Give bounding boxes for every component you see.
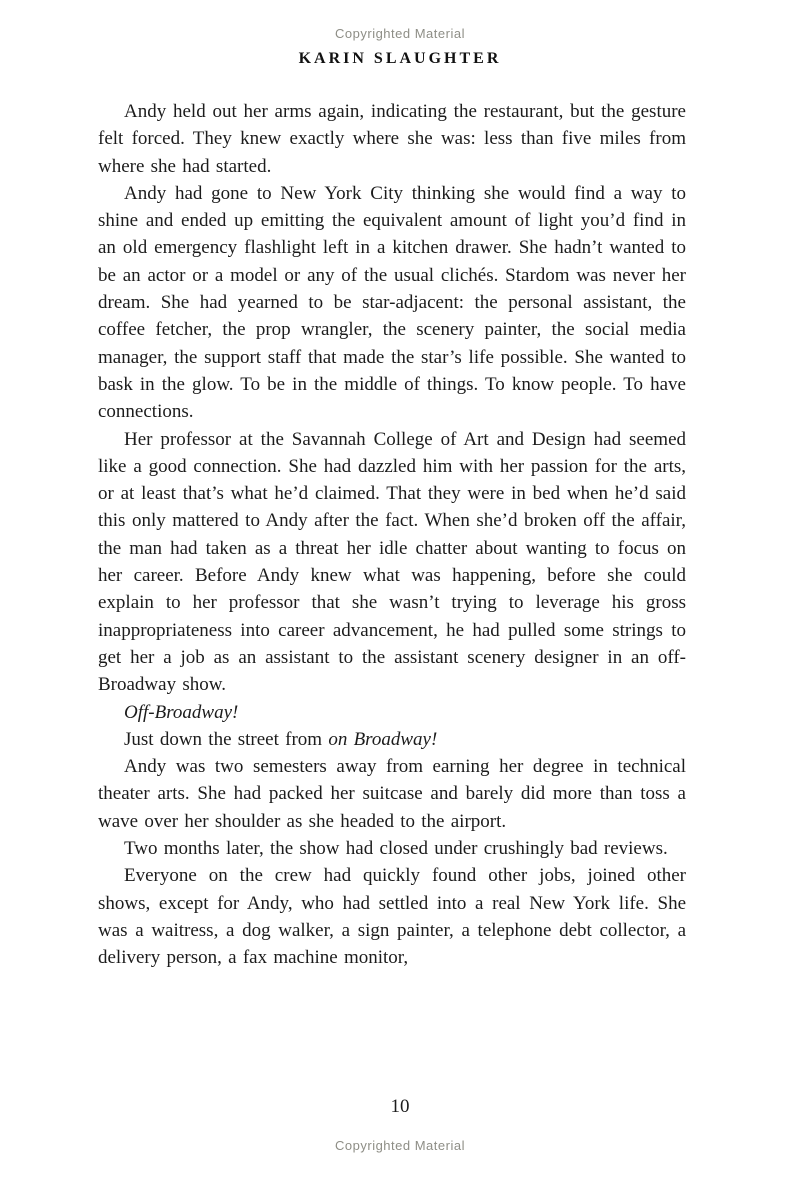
paragraph [98,753,686,835]
paragraph [98,835,686,862]
paragraph-text: Andy was two semesters away from earning her degree in technical theater arts. She had packed her suitcase and barely did more than toss a wave over her shoulder as she headed to the airport. [98,756,686,832]
paragraph-text-italic: on Broadway! [328,728,438,750]
paragraph-text: Andy held out her arms again, indicating the restaurant, but the gesture felt forced. They knew exactly where she was: less than five miles from where she had started. [98,101,686,177]
paragraph-text: Her professor at the Savannah College of Art and Design had seemed like a good connection. She had dazzled him with her passion for the arts, or at least that’s what he’d claimed. That they were in bed when he’d said this only mattered to Andy after the fact. When she’d broken off the affair, the man had taken as a threat her idle chatter about wanting to focus on her career. Before Andy knew what was happening, before she could explain to her professor that she wasn’t trying to leverage his gross inappropriateness into career advancement, he had pulled some strings to get her a job as an assistant to the assistant scenery designer in an off-Broadway show. [98,428,686,696]
paragraph [98,862,686,971]
paragraph-text: Two months later, the show had closed under crushingly bad reviews. [124,838,668,860]
page-footer [0,1096,800,1153]
copyright-notice-bottom: Copyrighted Material [335,1138,465,1153]
page-body [98,98,686,972]
paragraph-text-italic: Off-Broadway! [124,701,239,723]
paragraph [98,726,686,753]
paragraph-text: Just down the street from [124,728,329,750]
paragraph [98,180,686,426]
paragraph [98,426,686,699]
paragraph-text: Andy had gone to New York City thinking she would find a way to shine and ended up emitting the equivalent amount of light you’d find in an old emergency flashlight left in a kitchen drawer. She hadn’t wanted to be an actor or a model or any of the usual clichés. Stardom was never her dream. She had yearned to be star-adjacent: the personal assistant, the coffee fetcher, the prop wrangler, the scenery painter, the social media manager, the support staff that made the star’s life possible. She wanted to bask in the glow. To be in the middle of things. To know people. To have connections. [98,182,686,423]
copyright-notice-top: Copyrighted Material [335,26,465,41]
paragraph [98,98,686,180]
paragraph [98,699,686,726]
author-running-header: KARIN SLAUGHTER [298,50,502,67]
paragraph-text: Everyone on the crew had quickly found other jobs, joined other shows, except for Andy, who had settled into a real New York life. She was a waitress, a dog walker, a sign painter, a telephone debt collector, a delivery person, a fax machine monitor, [98,865,686,969]
page-number: 10 [390,1096,410,1117]
